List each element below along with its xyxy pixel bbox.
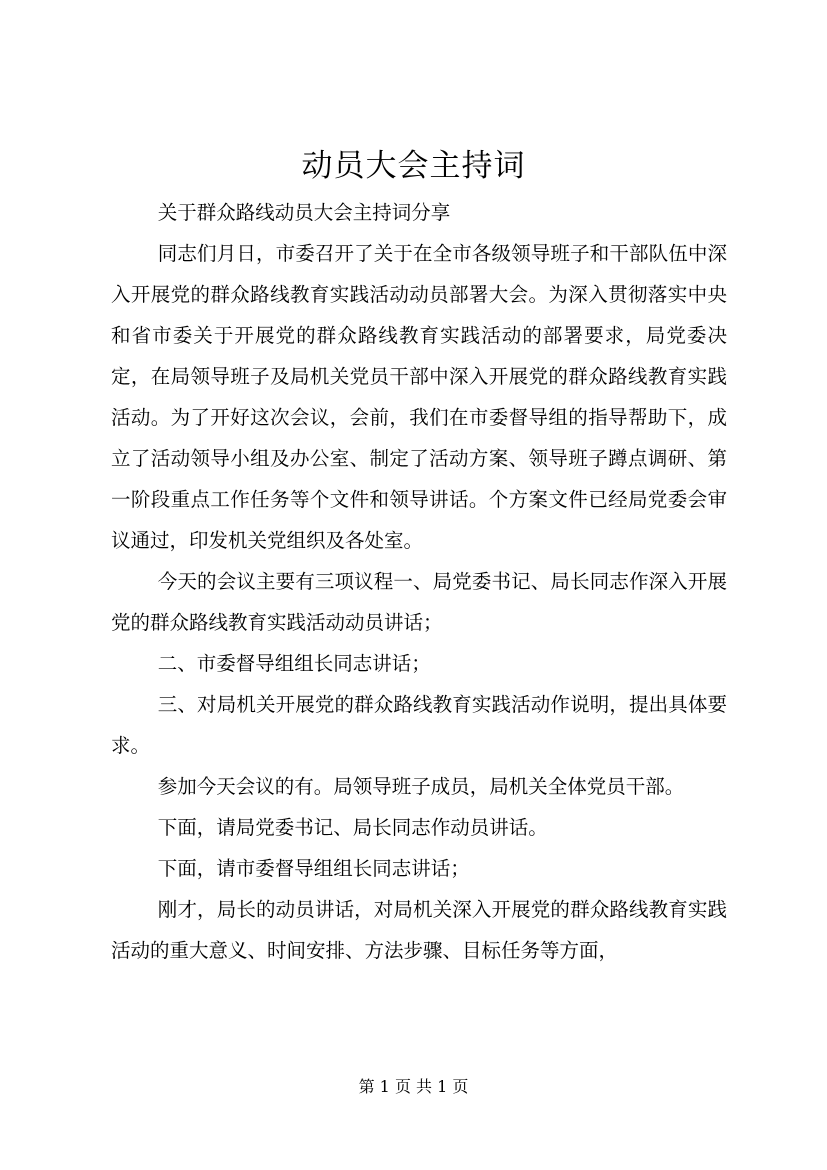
paragraph: 今天的会议主要有三项议程一、局党委书记、局长同志作深入开展党的群众路线教育实践活动动员讲话； <box>111 570 727 634</box>
paragraph: 下面，请局党委书记、局长同志作动员讲话。 <box>157 816 548 839</box>
page-number-footer: 第 1 页 共 1 页 <box>358 1077 469 1096</box>
paragraph: 参加今天会议的有。局领导班子成员，局机关全体党员干部。 <box>157 775 685 798</box>
paragraph: 下面，请市委督导组组长同志讲话； <box>157 857 470 880</box>
paragraph: 刚才，局长的动员讲话，对局机关深入开展党的群众路线教育实践活动的重大意义、时间安排、方法步骤、目标任务等方面， <box>111 898 727 962</box>
document-body <box>111 192 727 971</box>
paragraph: 三、对局机关开展党的群众路线教育实践活动作说明，提出具体要求。 <box>111 693 727 757</box>
paragraph-subtitle: 关于群众路线动员大会主持词分享 <box>157 201 451 224</box>
paragraph: 二、市委督导组组长同志讲话； <box>157 652 431 675</box>
paragraph: 同志们月日，市委召开了关于在全市各级领导班子和干部队伍中深入开展党的群众路线教育实践活动动员部署大会。为深入贯彻落实中央和省市委关于开展党的群众路线教育实践活动的部署要求，局党委决定，在局领导班子及局机关党员干部中深入开展党的群众路线教育实践活动。为了开好这次会议，会前，我们在市委督导组的指导帮助下，成立了活动领导小组及办公室、制定了活动方案、领导班子蹲点调研、第一阶段重点工作任务等个文件和领导讲话。个方案文件已经局党委会审议通过，印发机关党组织及各处室。 <box>111 242 727 552</box>
document-title: 动员大会主持词 <box>301 148 526 184</box>
